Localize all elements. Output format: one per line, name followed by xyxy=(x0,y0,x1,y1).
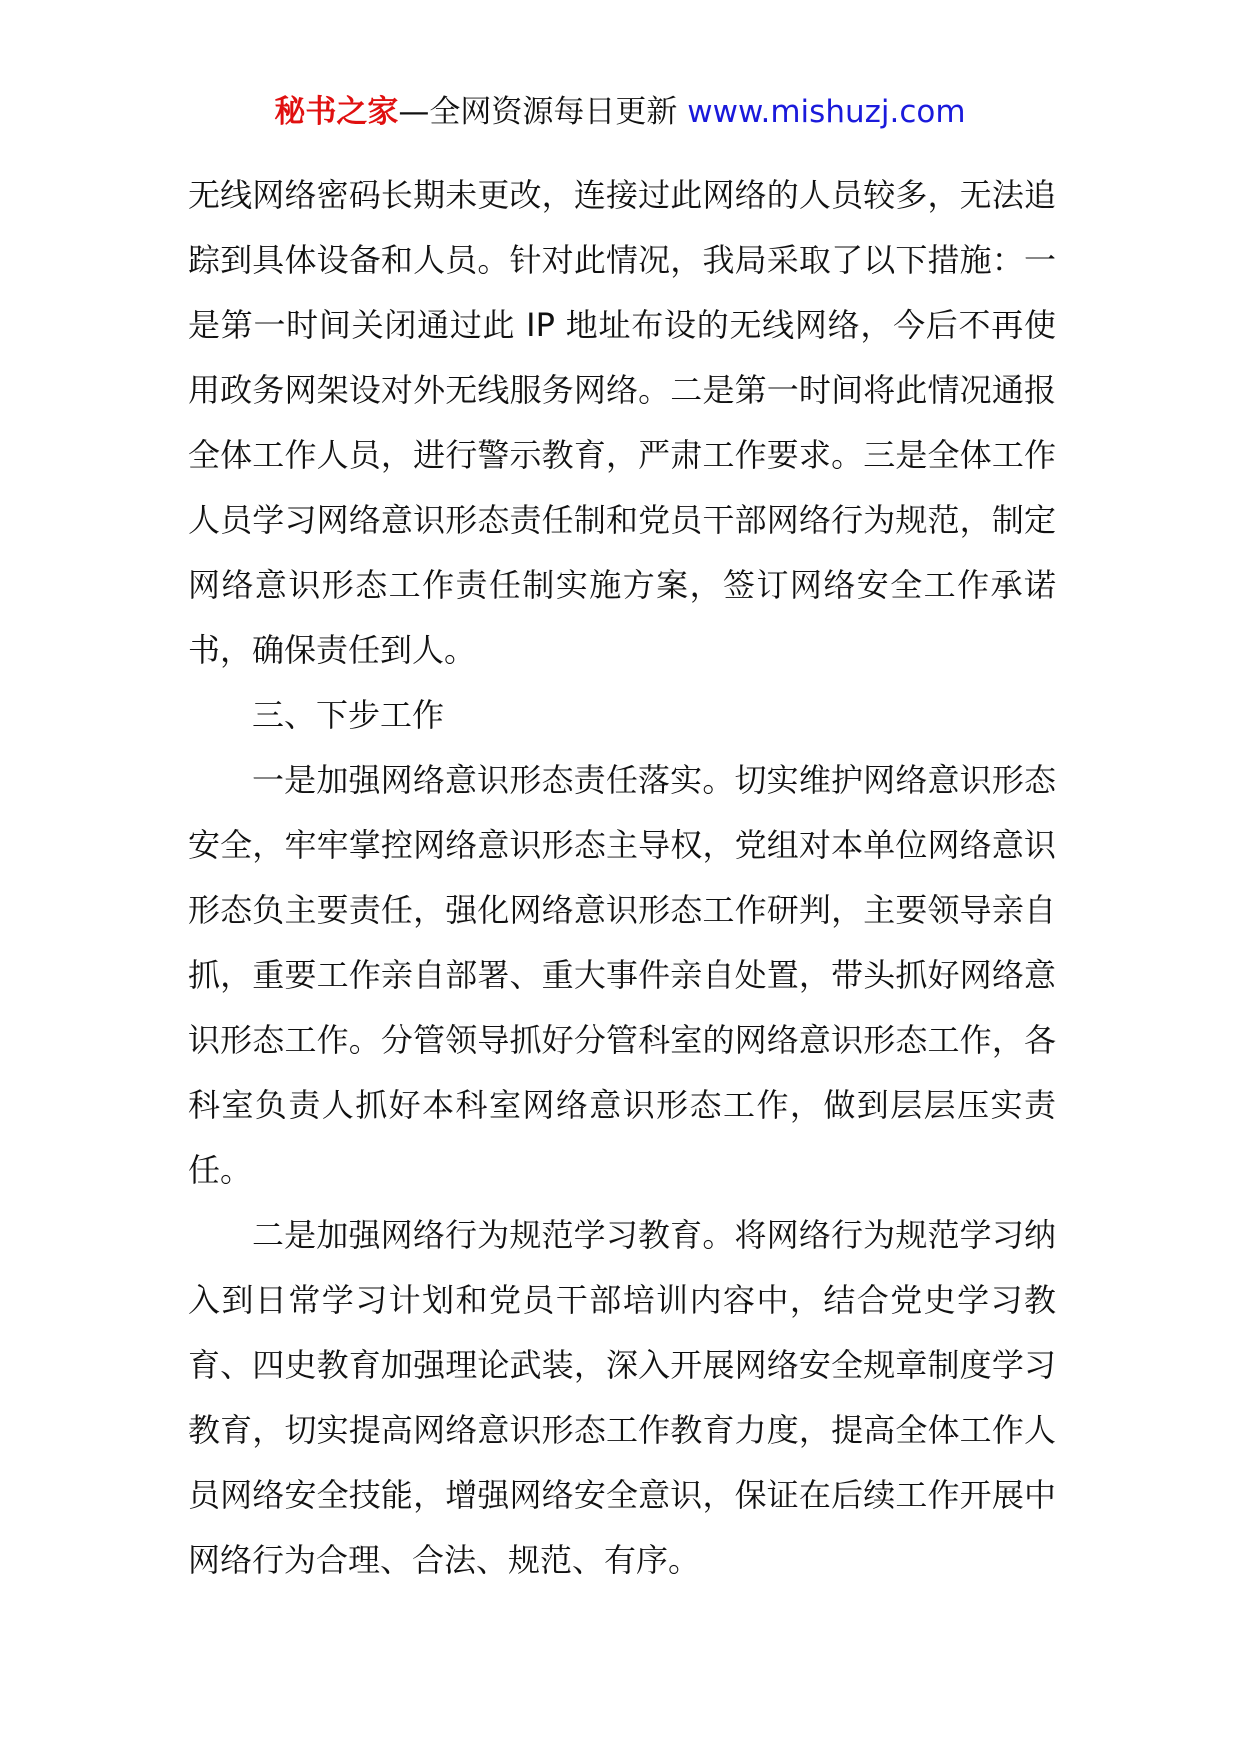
paragraph-continuation: 无线网络密码长期未更改，连接过此网络的人员较多，无法追踪到具体设备和人员。针对此情况，我局采取了以下措施：一是第一时间关闭通过此 IP 地址布设的无线网络，今后不再使用政务网架设对外无线服务网络。二是第一时间将此情况通报全体工作人员，进行警示教育，严肃工作要求。三是全体工作人员学习网络意识形态责任制和党员干部网络行为规范，制定网络意识形态工作责任制实施方案，签订网络安全工作承诺书，确保责任到人。 xyxy=(188,176,1056,669)
document-body xyxy=(188,163,1056,1593)
section-heading-next-steps: 三、下步工作 xyxy=(252,696,445,734)
page-header xyxy=(0,92,1240,132)
brand-name: 秘书之家 xyxy=(274,94,399,130)
header-slogan: —全网资源每日更新 xyxy=(398,94,688,130)
paragraph-item-two: 二是加强网络行为规范学习教育。将网络行为规范学习纳入到日常学习计划和党员干部培训内容中，结合党史学习教育、四史教育加强理论武装，深入开展网络安全规章制度学习教育，切实提高网络意识形态工作教育力度，提高全体工作人员网络安全技能，增强网络安全意识，保证在后续工作开展中网络行为合理、合法、规范、有序。 xyxy=(188,1216,1056,1579)
website-link[interactable]: www.mishuzj.com xyxy=(687,94,966,130)
paragraph-item-one: 一是加强网络意识形态责任落实。切实维护网络意识形态安全，牢牢掌控网络意识形态主导权，党组对本单位网络意识形态负主要责任，强化网络意识形态工作研判，主要领导亲自抓，重要工作亲自部署、重大事件亲自处置，带头抓好网络意识形态工作。分管领导抓好分管科室的网络意识形态工作，各科室负责人抓好本科室网络意识形态工作，做到层层压实责任。 xyxy=(188,761,1056,1189)
